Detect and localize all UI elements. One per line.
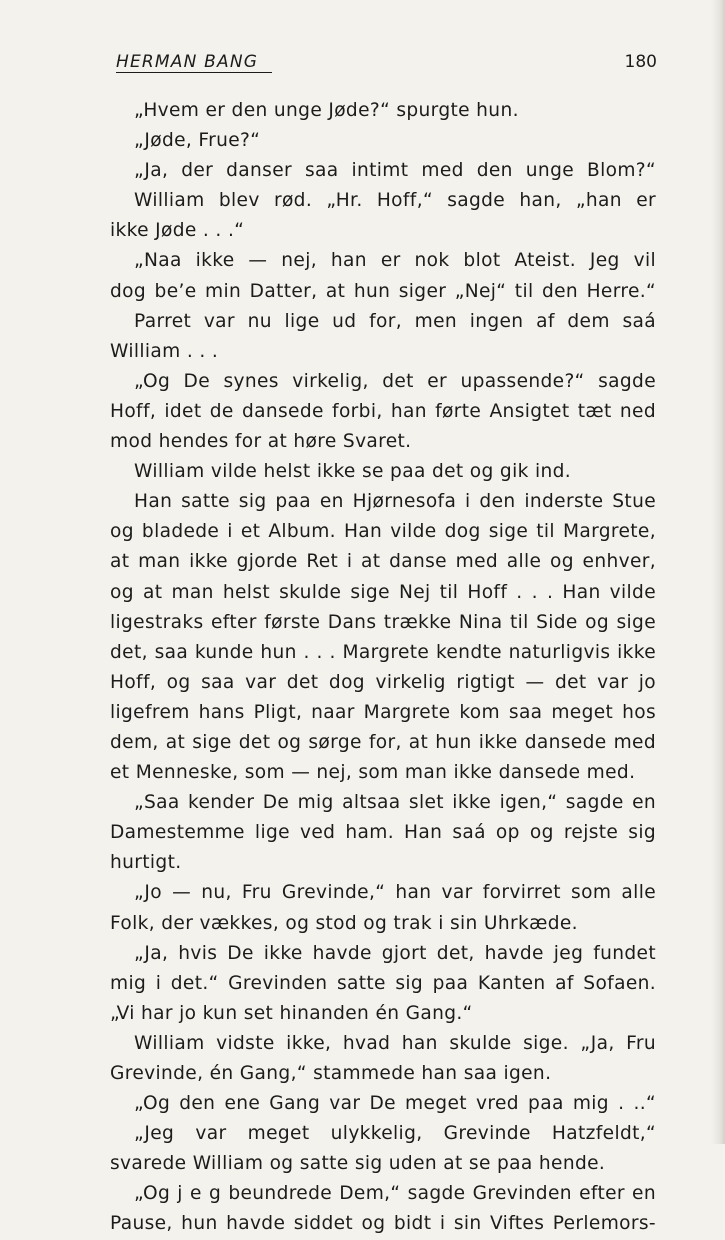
text-line: „Jeg var meget ulykkelig, Grevinde Hatzfeldt,“ <box>134 1123 656 1145</box>
text-line: „Jo — nu, Fru Grevinde,“ han var forvirret som alle <box>134 882 656 904</box>
text-line: William . . . <box>110 340 219 362</box>
text-line: „Og De synes virkelig, det er upassende?“ sagde <box>134 370 656 392</box>
text-line: „Og j e g beundrede Dem,“ sagde Grevinden efter en <box>134 1183 656 1205</box>
text-line: ligestraks efter første Dans trække Nina til Side og sige <box>110 611 656 633</box>
text-line: William vidste ikke, hvad han skulde sige. „Ja, Fru <box>134 1032 656 1054</box>
text-line: „Hvem er den unge Jøde?“ spurgte hun. <box>134 100 519 121</box>
text-line: „Og den ene Gang var De meget vred paa mig . ..“ <box>134 1093 656 1115</box>
text-line: „Ja, der danser saa intimt med den unge Blom?“ <box>134 160 656 182</box>
text-line: „Saa kender De mig altsaa slet ikke igen,“ sagde en <box>134 792 656 814</box>
text-line: William vilde helst ikke se paa det og gik ind. <box>134 461 572 483</box>
text-line: svarede William og satte sig uden at se paa hende. <box>110 1153 606 1175</box>
text-line: Hoff, og saa var det dog virkelig rigtigt — det var jo <box>110 671 656 693</box>
page-edge-shadow <box>711 0 725 1144</box>
text-line: Folk, der vækkes, og stod og trak i sin Uhrkæde. <box>110 912 578 934</box>
text-line: „Vi har jo kun set hinanden én Gang.“ <box>110 1002 473 1024</box>
text-line: Han satte sig paa en Hjørnesofa i den inderste Stue <box>134 491 656 513</box>
text-line: Grevinde, én Gang,“ stammede han saa igen. <box>110 1063 552 1084</box>
text-line: og bladede i et Album. Han vilde dog sige til Margrete, <box>110 521 656 543</box>
text-line: mig i det.“ Grevinden satte sig paa Kanten af Sofaen. <box>110 972 656 994</box>
text-line: William blev rød. „Hr. Hoff,“ sagde han, „han er <box>134 190 656 212</box>
text-line: ligefrem hans Pligt, naar Margrete kom saa meget hos <box>110 701 656 723</box>
text-line: ikke Jøde . . .“ <box>110 220 245 242</box>
text-line: dog be’e min Datter, at hun siger „Nej“ til den Herre.“ <box>110 280 656 302</box>
text-line: og at man helst skulde sige Nej til Hoff . . . Han vilde <box>110 581 656 603</box>
page-number: 180 <box>624 52 657 72</box>
text-line: mod hendes for at høre Svaret. <box>110 431 412 453</box>
text-line: Pause, hun havde siddet og bidt i sin Viftes Perlemors- <box>110 1213 656 1235</box>
text-line: „Naa ikke — nej, han er nok blot Ateist. Jeg vil <box>134 250 656 272</box>
body-text <box>110 96 656 1240</box>
text-line: Hoff, idet de dansede forbi, han førte Ansigtet tæt ned <box>110 400 656 422</box>
text-line: „Jøde, Frue?“ <box>134 130 261 152</box>
text-line: det, saa kunde hun . . . Margrete kendte naturligvis ikke <box>110 641 656 663</box>
text-line: Parret var nu lige ud for, men ingen af dem saá <box>134 310 656 332</box>
text-line: et Menneske, som — nej, som man ikke dansede med. <box>110 762 636 784</box>
text-line: dem, at sige det og sørge for, at hun ikke dansede med <box>110 731 656 753</box>
text-line: at man ikke gjorde Ret i at danse med alle og enhver, <box>110 551 656 573</box>
text-line: Damestemme lige ved ham. Han saá op og rejste sig <box>110 822 656 844</box>
text-line: „Ja, hvis De ikke havde gjort det, havde jeg fundet <box>134 942 656 964</box>
running-title: HERMAN BANG <box>116 52 272 73</box>
page-header <box>116 52 657 78</box>
text-line: hurtigt. <box>110 852 182 874</box>
